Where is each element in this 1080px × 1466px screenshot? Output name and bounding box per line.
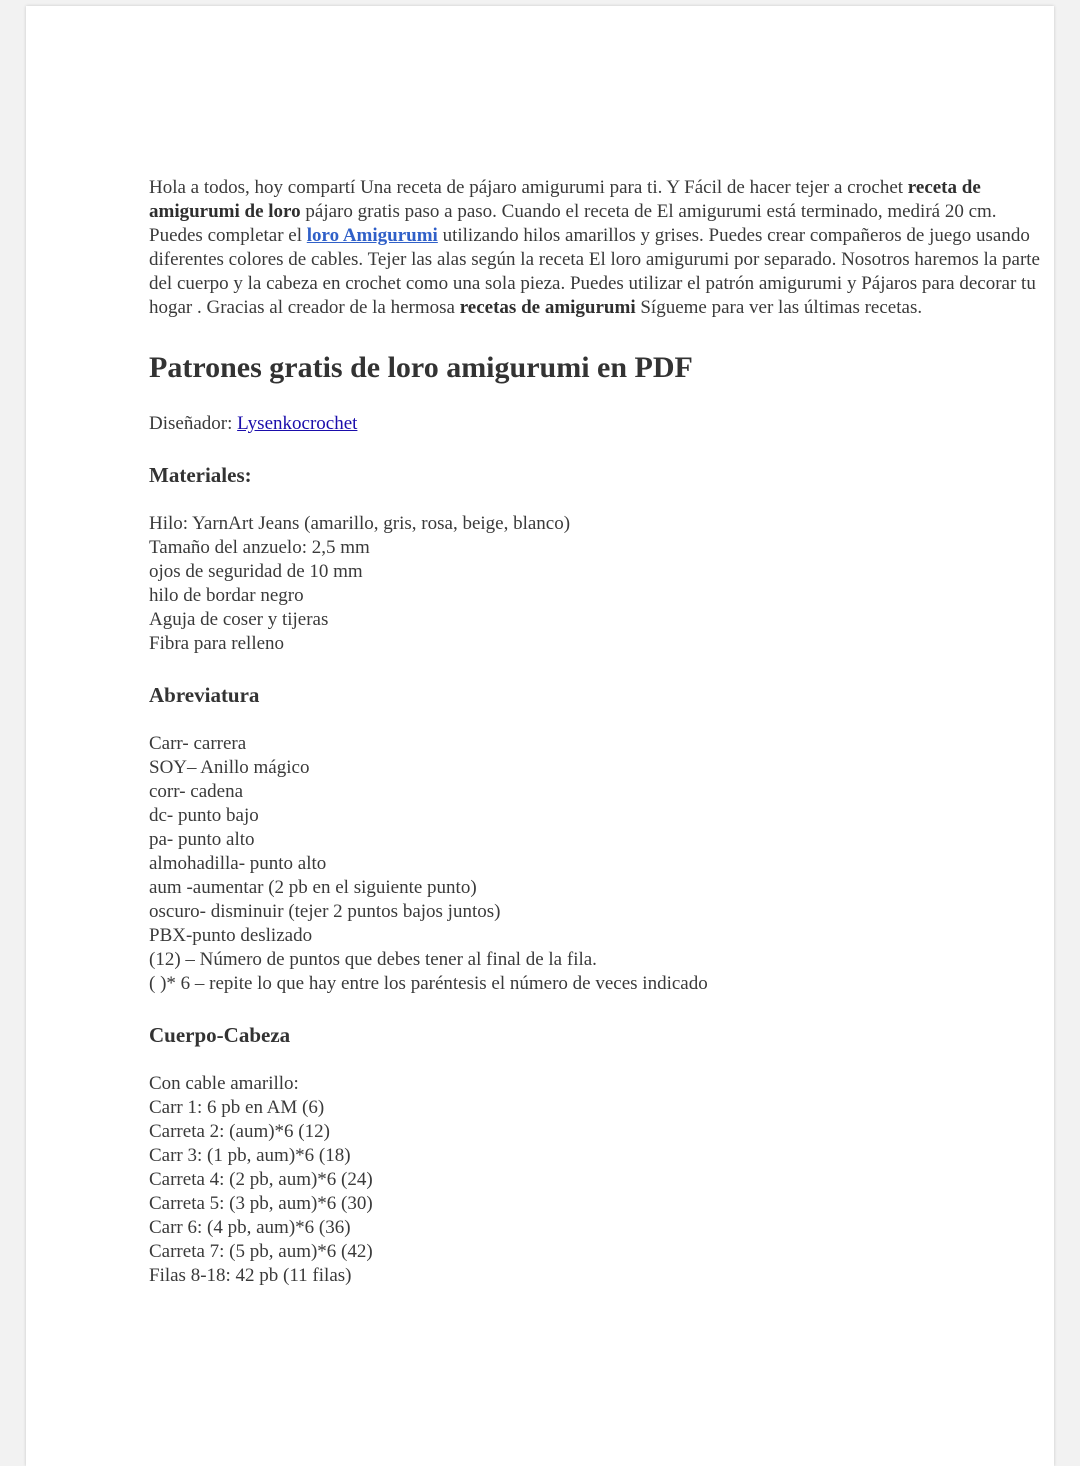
materials-heading: Materiales: [149, 463, 252, 487]
designer-line [149, 412, 1049, 436]
loro-amigurumi-link[interactable]: loro Amigurumi [306, 225, 438, 246]
list-item: aum -aumentar (2 pb en el siguiente punto) [149, 877, 477, 898]
list-item: corr- cadena [149, 781, 244, 802]
article-content [149, 176, 1049, 1288]
intro-text-2: pájaro gratis paso a paso. Cuando el receta de El amigurumi está terminado, medirá 20 cm. Puedes completar el [149, 201, 997, 246]
list-item: SOY– Anillo mágico [149, 757, 310, 778]
list-item: Filas 8-18: 42 pb (11 filas) [149, 1265, 352, 1286]
intro-text-1: Hola a todos, hoy compartí Una receta de pájaro amigurumi para ti. Y Fácil de hacer tejer a crochet [149, 177, 908, 198]
list-item: ojos de seguridad de 10 mm [149, 561, 363, 582]
list-item: Carr 6: (4 pb, aum)*6 (36) [149, 1217, 351, 1238]
list-item: Carr 3: (1 pb, aum)*6 (18) [149, 1145, 351, 1166]
list-item: oscuro- disminuir (tejer 2 puntos bajos juntos) [149, 901, 501, 922]
body-head-heading: Cuerpo-Cabeza [149, 1023, 291, 1047]
body-head-list [149, 1072, 1049, 1288]
list-item: Fibra para relleno [149, 633, 285, 654]
list-item: Hilo: YarnArt Jeans (amarillo, gris, rosa, beige, blanco) [149, 513, 571, 534]
list-item: Tamaño del anzuelo: 2,5 mm [149, 537, 370, 558]
list-item: Carreta 5: (3 pb, aum)*6 (30) [149, 1193, 373, 1214]
abbreviations-list [149, 732, 1049, 996]
list-item: Carreta 7: (5 pb, aum)*6 (42) [149, 1241, 373, 1262]
intro-bold-1: receta de amigurumi de loro [149, 177, 981, 222]
list-item: (12) – Número de puntos que debes tener al final de la fila. [149, 949, 597, 970]
list-item: almohadilla- punto alto [149, 853, 327, 874]
page-title: Patrones gratis de loro amigurumi en PDF [149, 351, 693, 384]
list-item: Carr 1: 6 pb en AM (6) [149, 1097, 325, 1118]
intro-text-3: utilizando hilos amarillos y grises. Puedes crear compañeros de juego usando diferentes colores de cables. Tejer las alas según la receta El loro amigurumi por separado. Nosotros haremos la parte del cuerpo y la cabeza en crochet como una sola pieza. Puedes utilizar el patrón amigurumi y Pájaros para decorar tu hogar . Gracias al creador de la hermosa [149, 225, 1040, 318]
list-item: dc- punto bajo [149, 805, 259, 826]
document-page [26, 6, 1054, 1466]
intro-text-4: Sígueme para ver las últimas recetas. [635, 297, 923, 318]
list-item: pa- punto alto [149, 829, 255, 850]
list-item: hilo de bordar negro [149, 585, 304, 606]
list-item: Carreta 2: (aum)*6 (12) [149, 1121, 330, 1142]
designer-link[interactable]: Lysenkocrochet [237, 413, 358, 434]
list-item: Con cable amarillo: [149, 1073, 299, 1094]
intro-bold-2: recetas de amigurumi [459, 297, 636, 318]
list-item: Carreta 4: (2 pb, aum)*6 (24) [149, 1169, 373, 1190]
abbreviations-heading: Abreviatura [149, 683, 260, 707]
materials-list [149, 512, 1049, 656]
designer-label: Diseñador: [149, 413, 233, 434]
intro-paragraph [149, 176, 1049, 320]
list-item: ( )* 6 – repite lo que hay entre los paréntesis el número de veces indicado [149, 973, 708, 994]
list-item: PBX-punto deslizado [149, 925, 313, 946]
list-item: Carr- carrera [149, 733, 247, 754]
list-item: Aguja de coser y tijeras [149, 609, 329, 630]
